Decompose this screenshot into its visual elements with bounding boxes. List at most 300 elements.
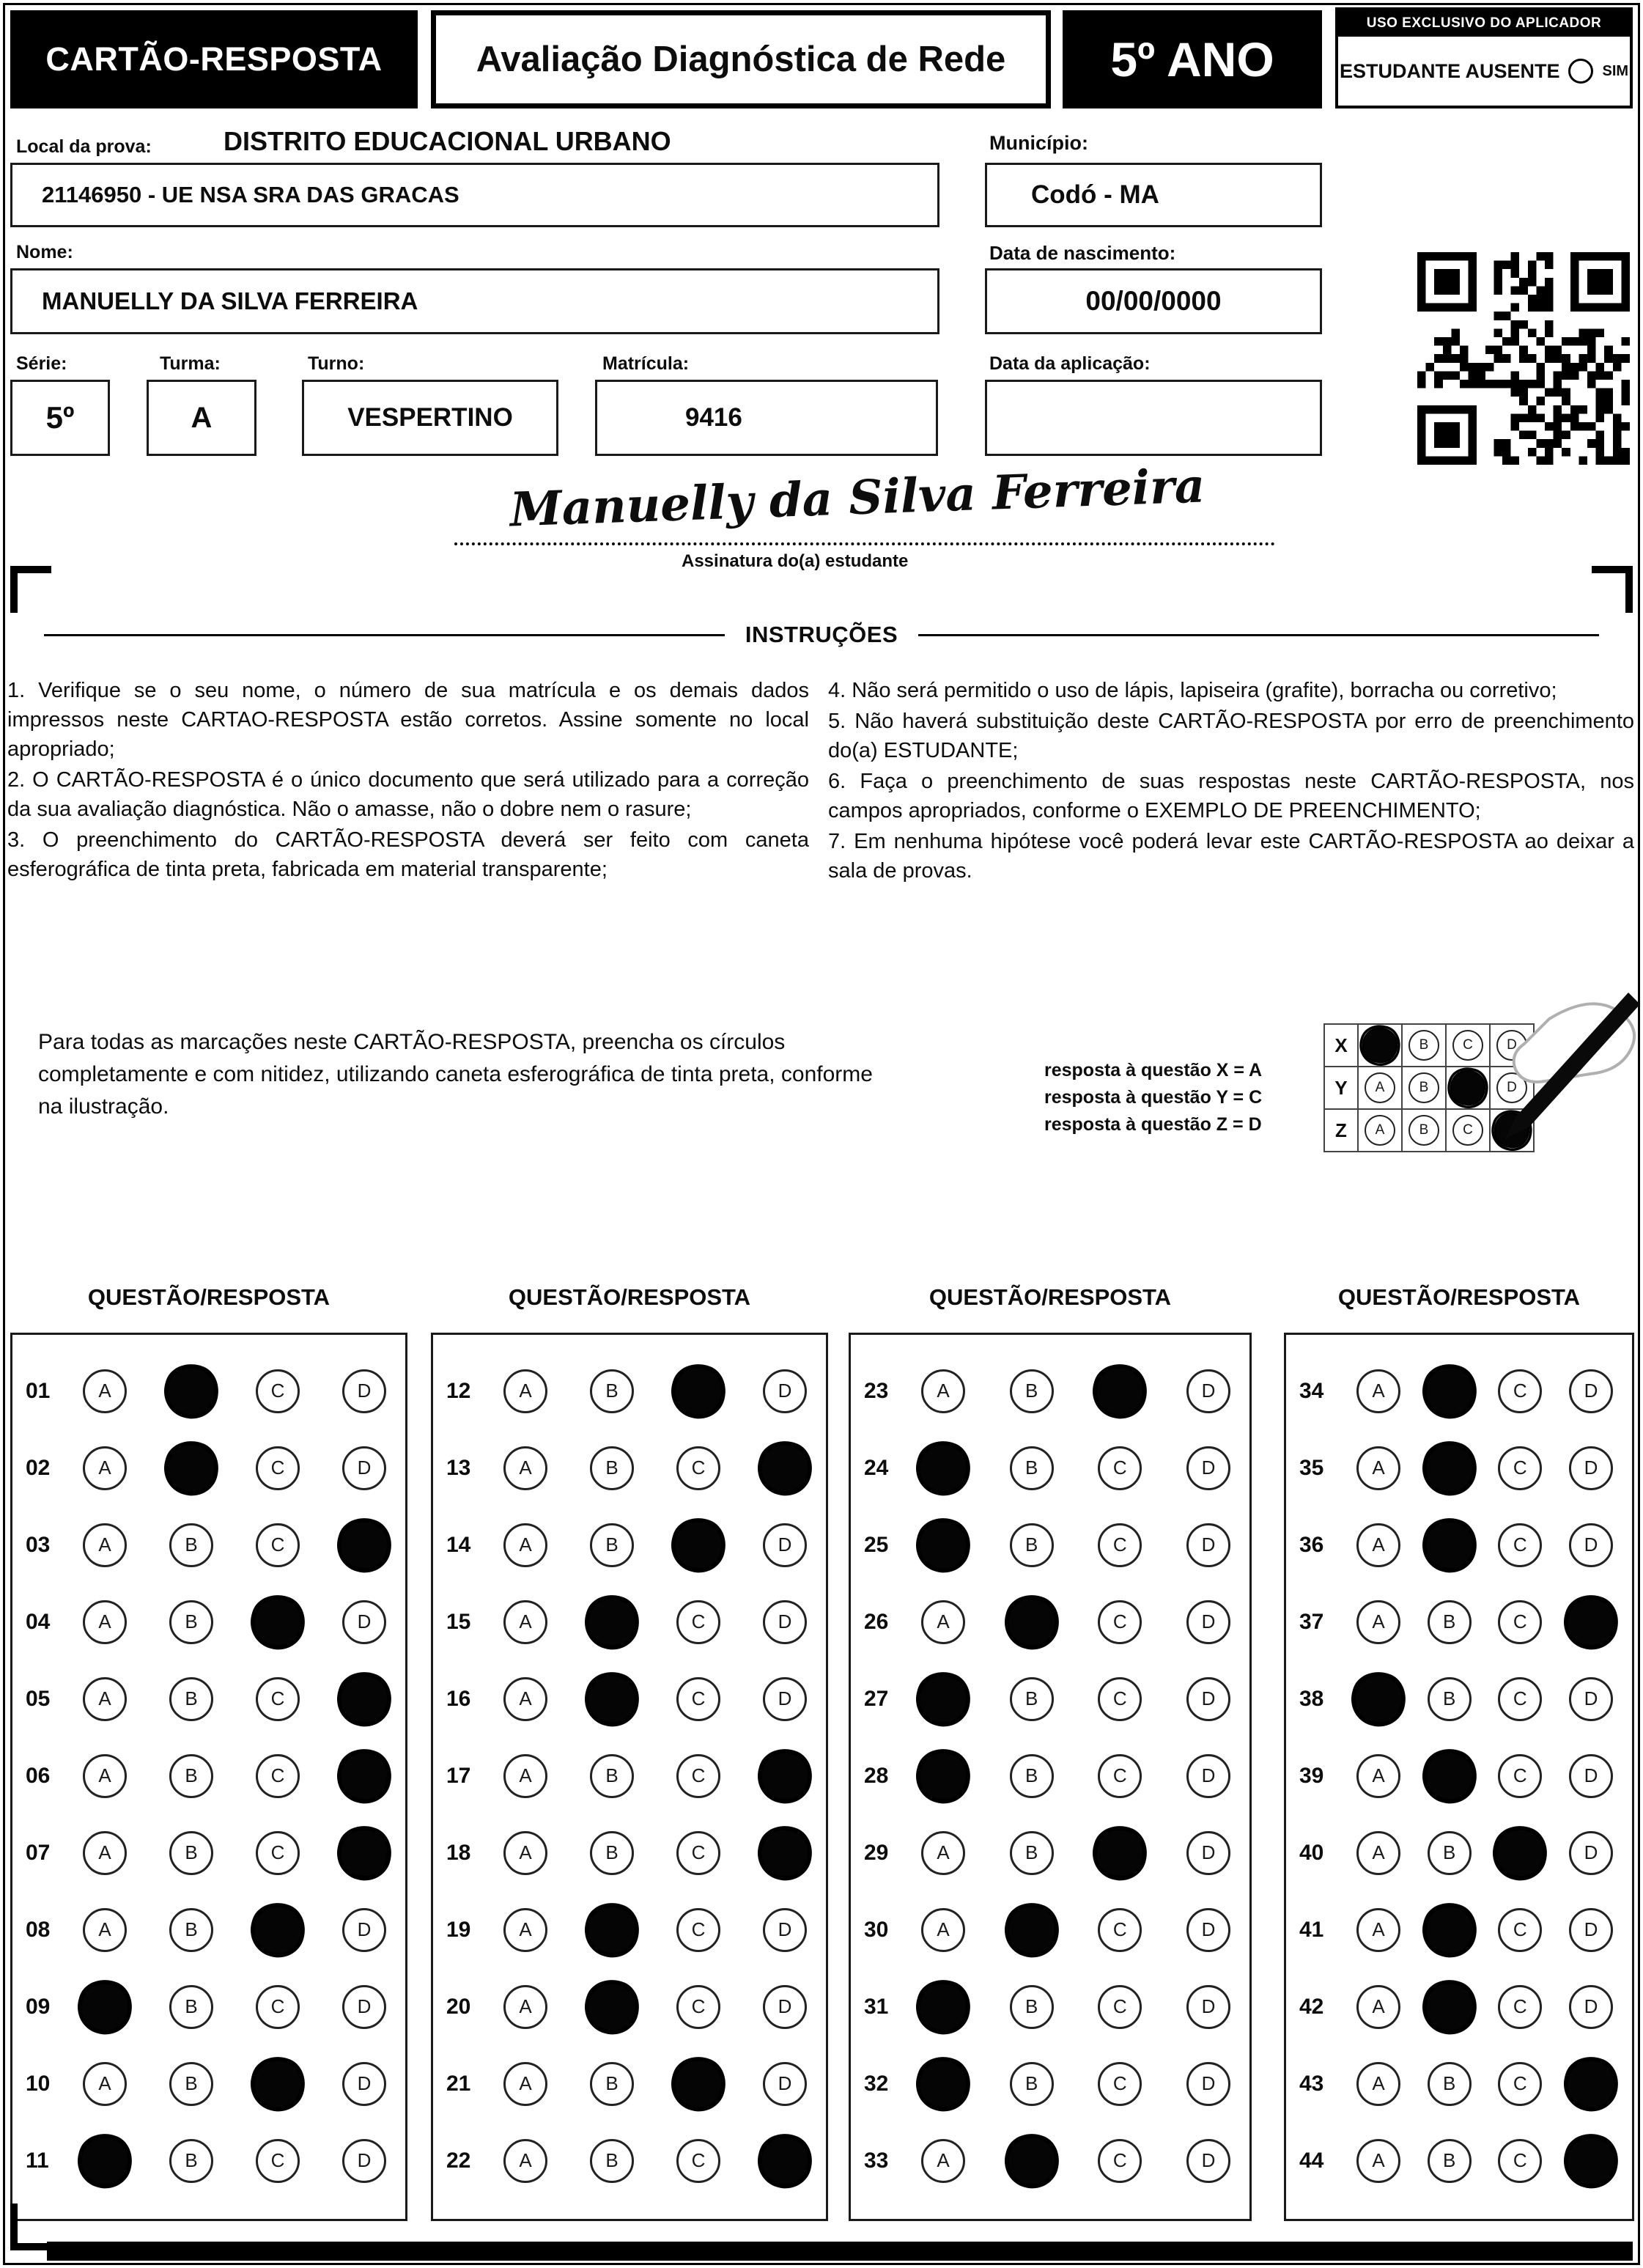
- question-row: [12, 1583, 405, 1660]
- bubble-31-D[interactable]: D: [1186, 1985, 1230, 2029]
- question-row: [12, 1352, 405, 1429]
- registration-mark-right: [1592, 566, 1633, 613]
- bubble-18-C[interactable]: C: [676, 1831, 720, 1875]
- bubble-20-C[interactable]: C: [676, 1985, 720, 2029]
- exam-title: Avaliação Diagnóstica de Rede: [431, 10, 1051, 108]
- bubble-16-A[interactable]: A: [503, 1677, 547, 1721]
- bubble-23-C[interactable]: [1091, 1362, 1149, 1420]
- bubble-44-D[interactable]: [1562, 2132, 1620, 2190]
- question-number: 30: [864, 1917, 889, 1942]
- question-row: [851, 1968, 1249, 2045]
- bubble-25-B[interactable]: B: [1010, 1523, 1054, 1567]
- bubble-36-B[interactable]: [1420, 1516, 1478, 1574]
- qr-code: [1417, 252, 1630, 465]
- example-legend: [1044, 1057, 1262, 1138]
- bubble-03-D[interactable]: [336, 1516, 394, 1574]
- bubble-39-A[interactable]: A: [1356, 1754, 1400, 1798]
- bubble-38-A[interactable]: [1350, 1670, 1408, 1728]
- bubble-14-D[interactable]: D: [763, 1523, 807, 1567]
- question-number: 23: [864, 1378, 889, 1403]
- bubble-31-C[interactable]: C: [1098, 1985, 1142, 2029]
- bubble-06-C[interactable]: C: [256, 1754, 300, 1798]
- bubble-38-D[interactable]: D: [1569, 1677, 1613, 1721]
- question-row: [851, 1583, 1249, 1660]
- grade-badge: 5º ANO: [1063, 10, 1322, 108]
- question-row: [1286, 1660, 1632, 1737]
- bubble-21-B[interactable]: B: [590, 2062, 634, 2106]
- bubble-12-B[interactable]: B: [590, 1369, 634, 1413]
- answers-column-header-3: QUESTÃO/RESPOSTA: [928, 1284, 1172, 1310]
- bubble-03-A[interactable]: A: [83, 1523, 127, 1567]
- example-bubble-Y-D: D: [1496, 1072, 1527, 1103]
- bubble-39-B[interactable]: [1420, 1747, 1478, 1805]
- municipio-label: Município:: [989, 132, 1088, 154]
- bubble-36-A[interactable]: A: [1356, 1523, 1400, 1567]
- local-prova-value: DISTRITO EDUCACIONAL URBANO: [224, 126, 671, 156]
- bubble-11-C[interactable]: C: [256, 2139, 300, 2183]
- bubble-42-D[interactable]: D: [1569, 1985, 1613, 2029]
- example-bubble-Z-B: B: [1408, 1115, 1439, 1146]
- applicator-box: [1335, 7, 1633, 108]
- bubble-33-D[interactable]: D: [1186, 2139, 1230, 2183]
- bubble-22-B[interactable]: B: [590, 2139, 634, 2183]
- question-row: [851, 2122, 1249, 2199]
- question-row: [433, 1891, 826, 1968]
- answers-column-header-1: QUESTÃO/RESPOSTA: [87, 1284, 331, 1310]
- example-cell: [1357, 1066, 1403, 1110]
- bubble-11-A[interactable]: [76, 2132, 134, 2190]
- question-number: 01: [26, 1378, 51, 1403]
- question-row: [12, 1968, 405, 2045]
- bubble-08-C[interactable]: [249, 1901, 307, 1959]
- question-row: [1286, 1891, 1632, 1968]
- example-bubble-Z-C: C: [1452, 1115, 1483, 1146]
- question-row: [851, 1814, 1249, 1891]
- bubble-23-A[interactable]: A: [921, 1369, 965, 1413]
- bubble-15-A[interactable]: A: [503, 1600, 547, 1644]
- question-row: [433, 2122, 826, 2199]
- instruction-item: 3. O preenchimento do CARTÃO-RESPOSTA deverá ser feito com caneta esferográfica de tinta preta, fabricada em material transparente;: [7, 828, 809, 881]
- bubble-13-C[interactable]: C: [676, 1446, 720, 1490]
- question-row: [12, 1660, 405, 1737]
- bubble-25-D[interactable]: D: [1186, 1523, 1230, 1567]
- question-number: 21: [446, 2071, 471, 2096]
- question-number: 09: [26, 1994, 51, 2019]
- answer-block: [849, 1333, 1252, 2221]
- question-row: [12, 1506, 405, 1583]
- legend-line-z: resposta à questão Z = D: [1044, 1114, 1262, 1135]
- bubble-01-C[interactable]: C: [256, 1369, 300, 1413]
- bubble-33-B[interactable]: [1003, 2132, 1060, 2190]
- bubble-26-D[interactable]: D: [1186, 1600, 1230, 1644]
- bottom-timing-bar: [47, 2242, 1633, 2261]
- bubble-44-A[interactable]: A: [1356, 2139, 1400, 2183]
- question-number: 26: [864, 1609, 889, 1634]
- example-bubble-Y-A: A: [1365, 1072, 1395, 1103]
- bubble-42-A[interactable]: A: [1356, 1985, 1400, 2029]
- question-number: 22: [446, 2148, 471, 2173]
- bubble-40-C[interactable]: [1491, 1824, 1549, 1882]
- question-row: [1286, 1814, 1632, 1891]
- bubble-19-C[interactable]: C: [676, 1908, 720, 1952]
- bubble-21-D[interactable]: D: [763, 2062, 807, 2106]
- example-cell: [1357, 1023, 1403, 1067]
- question-row: [433, 1660, 826, 1737]
- card-title: CARTÃO-RESPOSTA: [10, 10, 418, 108]
- bubble-05-A[interactable]: A: [83, 1677, 127, 1721]
- bubble-12-A[interactable]: A: [503, 1369, 547, 1413]
- bubble-30-A[interactable]: A: [921, 1908, 965, 1952]
- bubble-30-B[interactable]: [1003, 1901, 1060, 1959]
- question-number: 15: [446, 1609, 471, 1634]
- bubble-19-A[interactable]: A: [503, 1908, 547, 1952]
- bubble-12-C[interactable]: [670, 1362, 728, 1420]
- aplicacao-label: Data da aplicação:: [989, 353, 1151, 374]
- bubble-35-C[interactable]: C: [1498, 1446, 1542, 1490]
- question-number: 18: [446, 1840, 471, 1865]
- bubble-37-C[interactable]: C: [1498, 1600, 1542, 1644]
- bubble-30-C[interactable]: C: [1098, 1908, 1142, 1952]
- aplicacao-field: [985, 380, 1322, 456]
- bubble-07-D[interactable]: [336, 1824, 394, 1882]
- question-number: 24: [864, 1455, 889, 1480]
- question-number: 13: [446, 1455, 471, 1480]
- bubble-02-C[interactable]: C: [256, 1446, 300, 1490]
- bubble-28-C[interactable]: C: [1098, 1754, 1142, 1798]
- bubble-17-A[interactable]: A: [503, 1754, 547, 1798]
- bubble-34-A[interactable]: A: [1356, 1369, 1400, 1413]
- question-row: [433, 1429, 826, 1506]
- question-row: [1286, 1352, 1632, 1429]
- bubble-33-A[interactable]: A: [921, 2139, 965, 2183]
- bubble-02-D[interactable]: D: [342, 1446, 386, 1490]
- bubble-10-A[interactable]: A: [83, 2062, 127, 2106]
- bubble-29-D[interactable]: D: [1186, 1831, 1230, 1875]
- question-row: [433, 1352, 826, 1429]
- bubble-09-A[interactable]: [76, 1978, 134, 2036]
- matricula-field: 9416: [595, 380, 938, 456]
- bubble-06-B[interactable]: B: [169, 1754, 213, 1798]
- question-row: [12, 1737, 405, 1814]
- answer-block: [431, 1333, 828, 2221]
- bubble-10-D[interactable]: D: [342, 2062, 386, 2106]
- bubble-17-D[interactable]: [756, 1747, 814, 1805]
- question-number: 44: [1299, 2148, 1324, 2173]
- bubble-15-C[interactable]: C: [676, 1600, 720, 1644]
- question-number: 29: [864, 1840, 889, 1865]
- bubble-32-C[interactable]: C: [1098, 2062, 1142, 2106]
- applicator-box-title: USO EXCLUSIVO DO APLICADOR: [1338, 10, 1630, 37]
- bubble-34-B[interactable]: [1420, 1362, 1478, 1420]
- bubble-20-B[interactable]: [583, 1978, 641, 2036]
- bubble-20-A[interactable]: A: [503, 1985, 547, 2029]
- bubble-24-D[interactable]: D: [1186, 1446, 1230, 1490]
- bubble-33-C[interactable]: C: [1098, 2139, 1142, 2183]
- bubble-09-D[interactable]: D: [342, 1985, 386, 2029]
- question-row: [12, 1814, 405, 1891]
- bubble-13-D[interactable]: [756, 1439, 814, 1497]
- bubble-40-D[interactable]: D: [1569, 1831, 1613, 1875]
- bubble-38-C[interactable]: C: [1498, 1677, 1542, 1721]
- bubble-23-D[interactable]: D: [1186, 1369, 1230, 1413]
- bubble-10-B[interactable]: B: [169, 2062, 213, 2106]
- bubble-29-A[interactable]: A: [921, 1831, 965, 1875]
- bubble-10-C[interactable]: [249, 2055, 307, 2113]
- bubble-06-D[interactable]: [336, 1747, 394, 1805]
- bubble-36-D[interactable]: D: [1569, 1523, 1613, 1567]
- bubble-18-A[interactable]: A: [503, 1831, 547, 1875]
- answers-column-header-2: QUESTÃO/RESPOSTA: [508, 1284, 751, 1310]
- bubble-13-B[interactable]: B: [590, 1446, 634, 1490]
- question-number: 12: [446, 1378, 471, 1403]
- instruction-item: 1. Verifique se o seu nome, o número de sua matrícula e os demais dados impressos neste CARTAO-RESPOSTA estão corretos. Assine somente no local apropriado;: [7, 679, 809, 761]
- bubble-22-D[interactable]: [756, 2132, 814, 2190]
- bubble-12-D[interactable]: D: [763, 1369, 807, 1413]
- bubble-14-B[interactable]: B: [590, 1523, 634, 1567]
- turno-field: VESPERTINO: [302, 380, 558, 456]
- bubble-04-A[interactable]: A: [83, 1600, 127, 1644]
- question-row: [12, 1891, 405, 1968]
- question-number: 43: [1299, 2071, 1324, 2096]
- bubble-28-D[interactable]: D: [1186, 1754, 1230, 1798]
- bubble-03-C[interactable]: C: [256, 1523, 300, 1567]
- student-absent-option: SIM: [1602, 62, 1629, 79]
- question-number: 38: [1299, 1686, 1324, 1711]
- question-number: 42: [1299, 1994, 1324, 2019]
- instruction-item: 4. Não será permitido o uso de lápis, lapiseira (grafite), borracha ou corretivo;: [828, 679, 1557, 702]
- question-number: 16: [446, 1686, 471, 1711]
- question-number: 28: [864, 1763, 889, 1788]
- bubble-23-B[interactable]: B: [1010, 1369, 1054, 1413]
- bubble-08-D[interactable]: D: [342, 1908, 386, 1952]
- example-cell: [1357, 1108, 1403, 1152]
- bubble-41-A[interactable]: A: [1356, 1908, 1400, 1952]
- bubble-31-A[interactable]: [915, 1978, 972, 2036]
- legend-line-x: resposta à questão X = A: [1044, 1060, 1263, 1080]
- question-row: [433, 1506, 826, 1583]
- bubble-22-C[interactable]: C: [676, 2139, 720, 2183]
- bubble-16-D[interactable]: D: [763, 1677, 807, 1721]
- bubble-35-A[interactable]: A: [1356, 1446, 1400, 1490]
- instructions-title: INSTRUÇÕES: [745, 622, 898, 647]
- bubble-30-D[interactable]: D: [1186, 1908, 1230, 1952]
- student-signature: Manuelly da Silva Ferreira: [509, 458, 1206, 538]
- bubble-07-B[interactable]: B: [169, 1831, 213, 1875]
- bubble-38-B[interactable]: B: [1428, 1677, 1472, 1721]
- question-row: [433, 2045, 826, 2122]
- question-row: [433, 1968, 826, 2045]
- bubble-05-C[interactable]: C: [256, 1677, 300, 1721]
- bubble-08-A[interactable]: A: [83, 1908, 127, 1952]
- bubble-28-B[interactable]: B: [1010, 1754, 1054, 1798]
- bubble-14-C[interactable]: [670, 1516, 728, 1574]
- question-number: 35: [1299, 1455, 1324, 1480]
- bubble-29-C[interactable]: [1091, 1824, 1149, 1882]
- bubble-43-B[interactable]: B: [1428, 2062, 1472, 2106]
- question-row: [433, 1583, 826, 1660]
- question-number: 40: [1299, 1840, 1324, 1865]
- bubble-21-C[interactable]: [670, 2055, 728, 2113]
- bubble-35-B[interactable]: [1420, 1439, 1478, 1497]
- bubble-11-B[interactable]: B: [169, 2139, 213, 2183]
- student-absent-mark-circle[interactable]: [1568, 59, 1593, 84]
- answer-block: [1284, 1333, 1634, 2221]
- bubble-04-D[interactable]: D: [342, 1600, 386, 1644]
- bubble-26-A[interactable]: A: [921, 1600, 965, 1644]
- bubble-21-A[interactable]: A: [503, 2062, 547, 2106]
- bubble-06-A[interactable]: A: [83, 1754, 127, 1798]
- bubble-34-D[interactable]: D: [1569, 1369, 1613, 1413]
- bubble-40-B[interactable]: B: [1428, 1831, 1472, 1875]
- bubble-07-A[interactable]: A: [83, 1831, 127, 1875]
- bubble-39-D[interactable]: D: [1569, 1754, 1613, 1798]
- bubble-24-A[interactable]: [915, 1439, 972, 1497]
- bubble-01-A[interactable]: A: [83, 1369, 127, 1413]
- question-number: 14: [446, 1532, 471, 1557]
- bubble-43-A[interactable]: A: [1356, 2062, 1400, 2106]
- question-number: 37: [1299, 1609, 1324, 1634]
- bubble-04-C[interactable]: [249, 1593, 307, 1651]
- bubble-02-B[interactable]: [163, 1439, 221, 1497]
- divider-line-left: [44, 634, 725, 636]
- bubble-26-B[interactable]: [1003, 1593, 1060, 1651]
- bubble-08-B[interactable]: B: [169, 1908, 213, 1952]
- legend-line-y: resposta à questão Y = C: [1044, 1087, 1263, 1108]
- bubble-27-D[interactable]: D: [1186, 1677, 1230, 1721]
- question-number: 05: [26, 1686, 51, 1711]
- bubble-01-B[interactable]: [163, 1362, 221, 1420]
- question-row: [1286, 1968, 1632, 2045]
- question-number: 39: [1299, 1763, 1324, 1788]
- question-row: [851, 1891, 1249, 1968]
- question-number: 19: [446, 1917, 471, 1942]
- bubble-17-C[interactable]: C: [676, 1754, 720, 1798]
- bubble-04-B[interactable]: B: [169, 1600, 213, 1644]
- bubble-15-D[interactable]: D: [763, 1600, 807, 1644]
- bubble-16-C[interactable]: C: [676, 1677, 720, 1721]
- bubble-39-C[interactable]: C: [1498, 1754, 1542, 1798]
- question-number: 20: [446, 1994, 471, 2019]
- bubble-07-C[interactable]: C: [256, 1831, 300, 1875]
- instruction-item: 6. Faça o preenchimento de suas respostas neste CARTÃO-RESPOSTA, nos campos apropriados, conforme o EXEMPLO DE PREENCHIMENTO;: [828, 770, 1634, 822]
- bubble-18-B[interactable]: B: [590, 1831, 634, 1875]
- instructions-left-column: [7, 676, 809, 886]
- bubble-22-A[interactable]: A: [503, 2139, 547, 2183]
- bubble-34-C[interactable]: C: [1498, 1369, 1542, 1413]
- bubble-05-D[interactable]: [336, 1670, 394, 1728]
- bubble-36-C[interactable]: C: [1498, 1523, 1542, 1567]
- bubble-41-B[interactable]: [1420, 1901, 1478, 1959]
- bubble-32-D[interactable]: D: [1186, 2062, 1230, 2106]
- bubble-05-B[interactable]: B: [169, 1677, 213, 1721]
- bubble-27-B[interactable]: B: [1010, 1677, 1054, 1721]
- bubble-37-B[interactable]: B: [1428, 1600, 1472, 1644]
- bubble-24-C[interactable]: C: [1098, 1446, 1142, 1490]
- bubble-32-B[interactable]: B: [1010, 2062, 1054, 2106]
- bubble-37-D[interactable]: [1562, 1593, 1620, 1651]
- instructions-divider: [44, 622, 1599, 648]
- bubble-27-A[interactable]: [915, 1670, 972, 1728]
- bubble-27-C[interactable]: C: [1098, 1677, 1142, 1721]
- signature-caption: Assinatura do(a) estudante: [682, 551, 909, 571]
- school-field: 21146950 - UE NSA SRA DAS GRACAS: [10, 163, 939, 227]
- bubble-25-A[interactable]: [915, 1516, 972, 1574]
- bubble-17-B[interactable]: B: [590, 1754, 634, 1798]
- question-row: [851, 1352, 1249, 1429]
- question-number: 02: [26, 1455, 51, 1480]
- example-row-label: Y: [1323, 1066, 1359, 1110]
- bubble-02-A[interactable]: A: [83, 1446, 127, 1490]
- bubble-26-C[interactable]: C: [1098, 1600, 1142, 1644]
- bubble-20-D[interactable]: D: [763, 1985, 807, 2029]
- bubble-13-A[interactable]: A: [503, 1446, 547, 1490]
- registration-mark-left: [10, 566, 51, 613]
- bubble-16-B[interactable]: [583, 1670, 641, 1728]
- question-number: 04: [26, 1609, 51, 1634]
- bubble-09-B[interactable]: B: [169, 1985, 213, 2029]
- question-row: [433, 1814, 826, 1891]
- question-row: [12, 2122, 405, 2199]
- question-number: 41: [1299, 1917, 1324, 1942]
- bubble-29-B[interactable]: B: [1010, 1831, 1054, 1875]
- example-bubble-X-C: C: [1452, 1030, 1483, 1061]
- bubble-31-B[interactable]: B: [1010, 1985, 1054, 2029]
- divider-line-right: [918, 634, 1599, 636]
- question-row: [1286, 1506, 1632, 1583]
- bubble-01-D[interactable]: D: [342, 1369, 386, 1413]
- bubble-24-B[interactable]: B: [1010, 1446, 1054, 1490]
- bubble-19-B[interactable]: [583, 1901, 641, 1959]
- instructions-right-column: [828, 676, 1634, 887]
- bubble-19-D[interactable]: D: [763, 1908, 807, 1952]
- bubble-43-C[interactable]: C: [1498, 2062, 1542, 2106]
- bubble-40-A[interactable]: A: [1356, 1831, 1400, 1875]
- answers-column-header-4: QUESTÃO/RESPOSTA: [1337, 1284, 1581, 1310]
- bubble-18-D[interactable]: [756, 1824, 814, 1882]
- question-row: [433, 1737, 826, 1814]
- marking-paragraph: Para todas as marcações neste CARTÃO-RESPOSTA, preencha os círculos completamente e com nitidez, utilizando caneta esferográfica de tinta preta, conforme na ilustração.: [38, 1030, 873, 1119]
- question-number: 34: [1299, 1378, 1324, 1403]
- bubble-15-B[interactable]: [583, 1593, 641, 1651]
- bubble-32-A[interactable]: [915, 2055, 972, 2113]
- bubble-14-A[interactable]: A: [503, 1523, 547, 1567]
- turno-label: Turno:: [308, 353, 365, 374]
- bubble-42-C[interactable]: C: [1498, 1985, 1542, 2029]
- example-bubble-X-B: B: [1408, 1030, 1439, 1061]
- bubble-43-D[interactable]: [1562, 2055, 1620, 2113]
- example-bubble-Z-A: A: [1365, 1115, 1395, 1146]
- bubble-41-D[interactable]: D: [1569, 1908, 1613, 1952]
- bubble-44-B[interactable]: B: [1428, 2139, 1472, 2183]
- bubble-44-C[interactable]: C: [1498, 2139, 1542, 2183]
- serie-label: Série:: [16, 353, 67, 374]
- bubble-25-C[interactable]: C: [1098, 1523, 1142, 1567]
- bubble-35-D[interactable]: D: [1569, 1446, 1613, 1490]
- turma-field: A: [147, 380, 256, 456]
- bubble-42-B[interactable]: [1420, 1978, 1478, 2036]
- bubble-37-A[interactable]: A: [1356, 1600, 1400, 1644]
- example-bubble-Y-B: B: [1408, 1072, 1439, 1103]
- bubble-09-C[interactable]: C: [256, 1985, 300, 2029]
- bubble-11-D[interactable]: D: [342, 2139, 386, 2183]
- question-number: 25: [864, 1532, 889, 1557]
- bubble-03-B[interactable]: B: [169, 1523, 213, 1567]
- question-number: 08: [26, 1917, 51, 1942]
- question-row: [1286, 2122, 1632, 2199]
- bubble-41-C[interactable]: C: [1498, 1908, 1542, 1952]
- nascimento-label: Data de nascimento:: [989, 242, 1176, 264]
- bubble-28-A[interactable]: [915, 1747, 972, 1805]
